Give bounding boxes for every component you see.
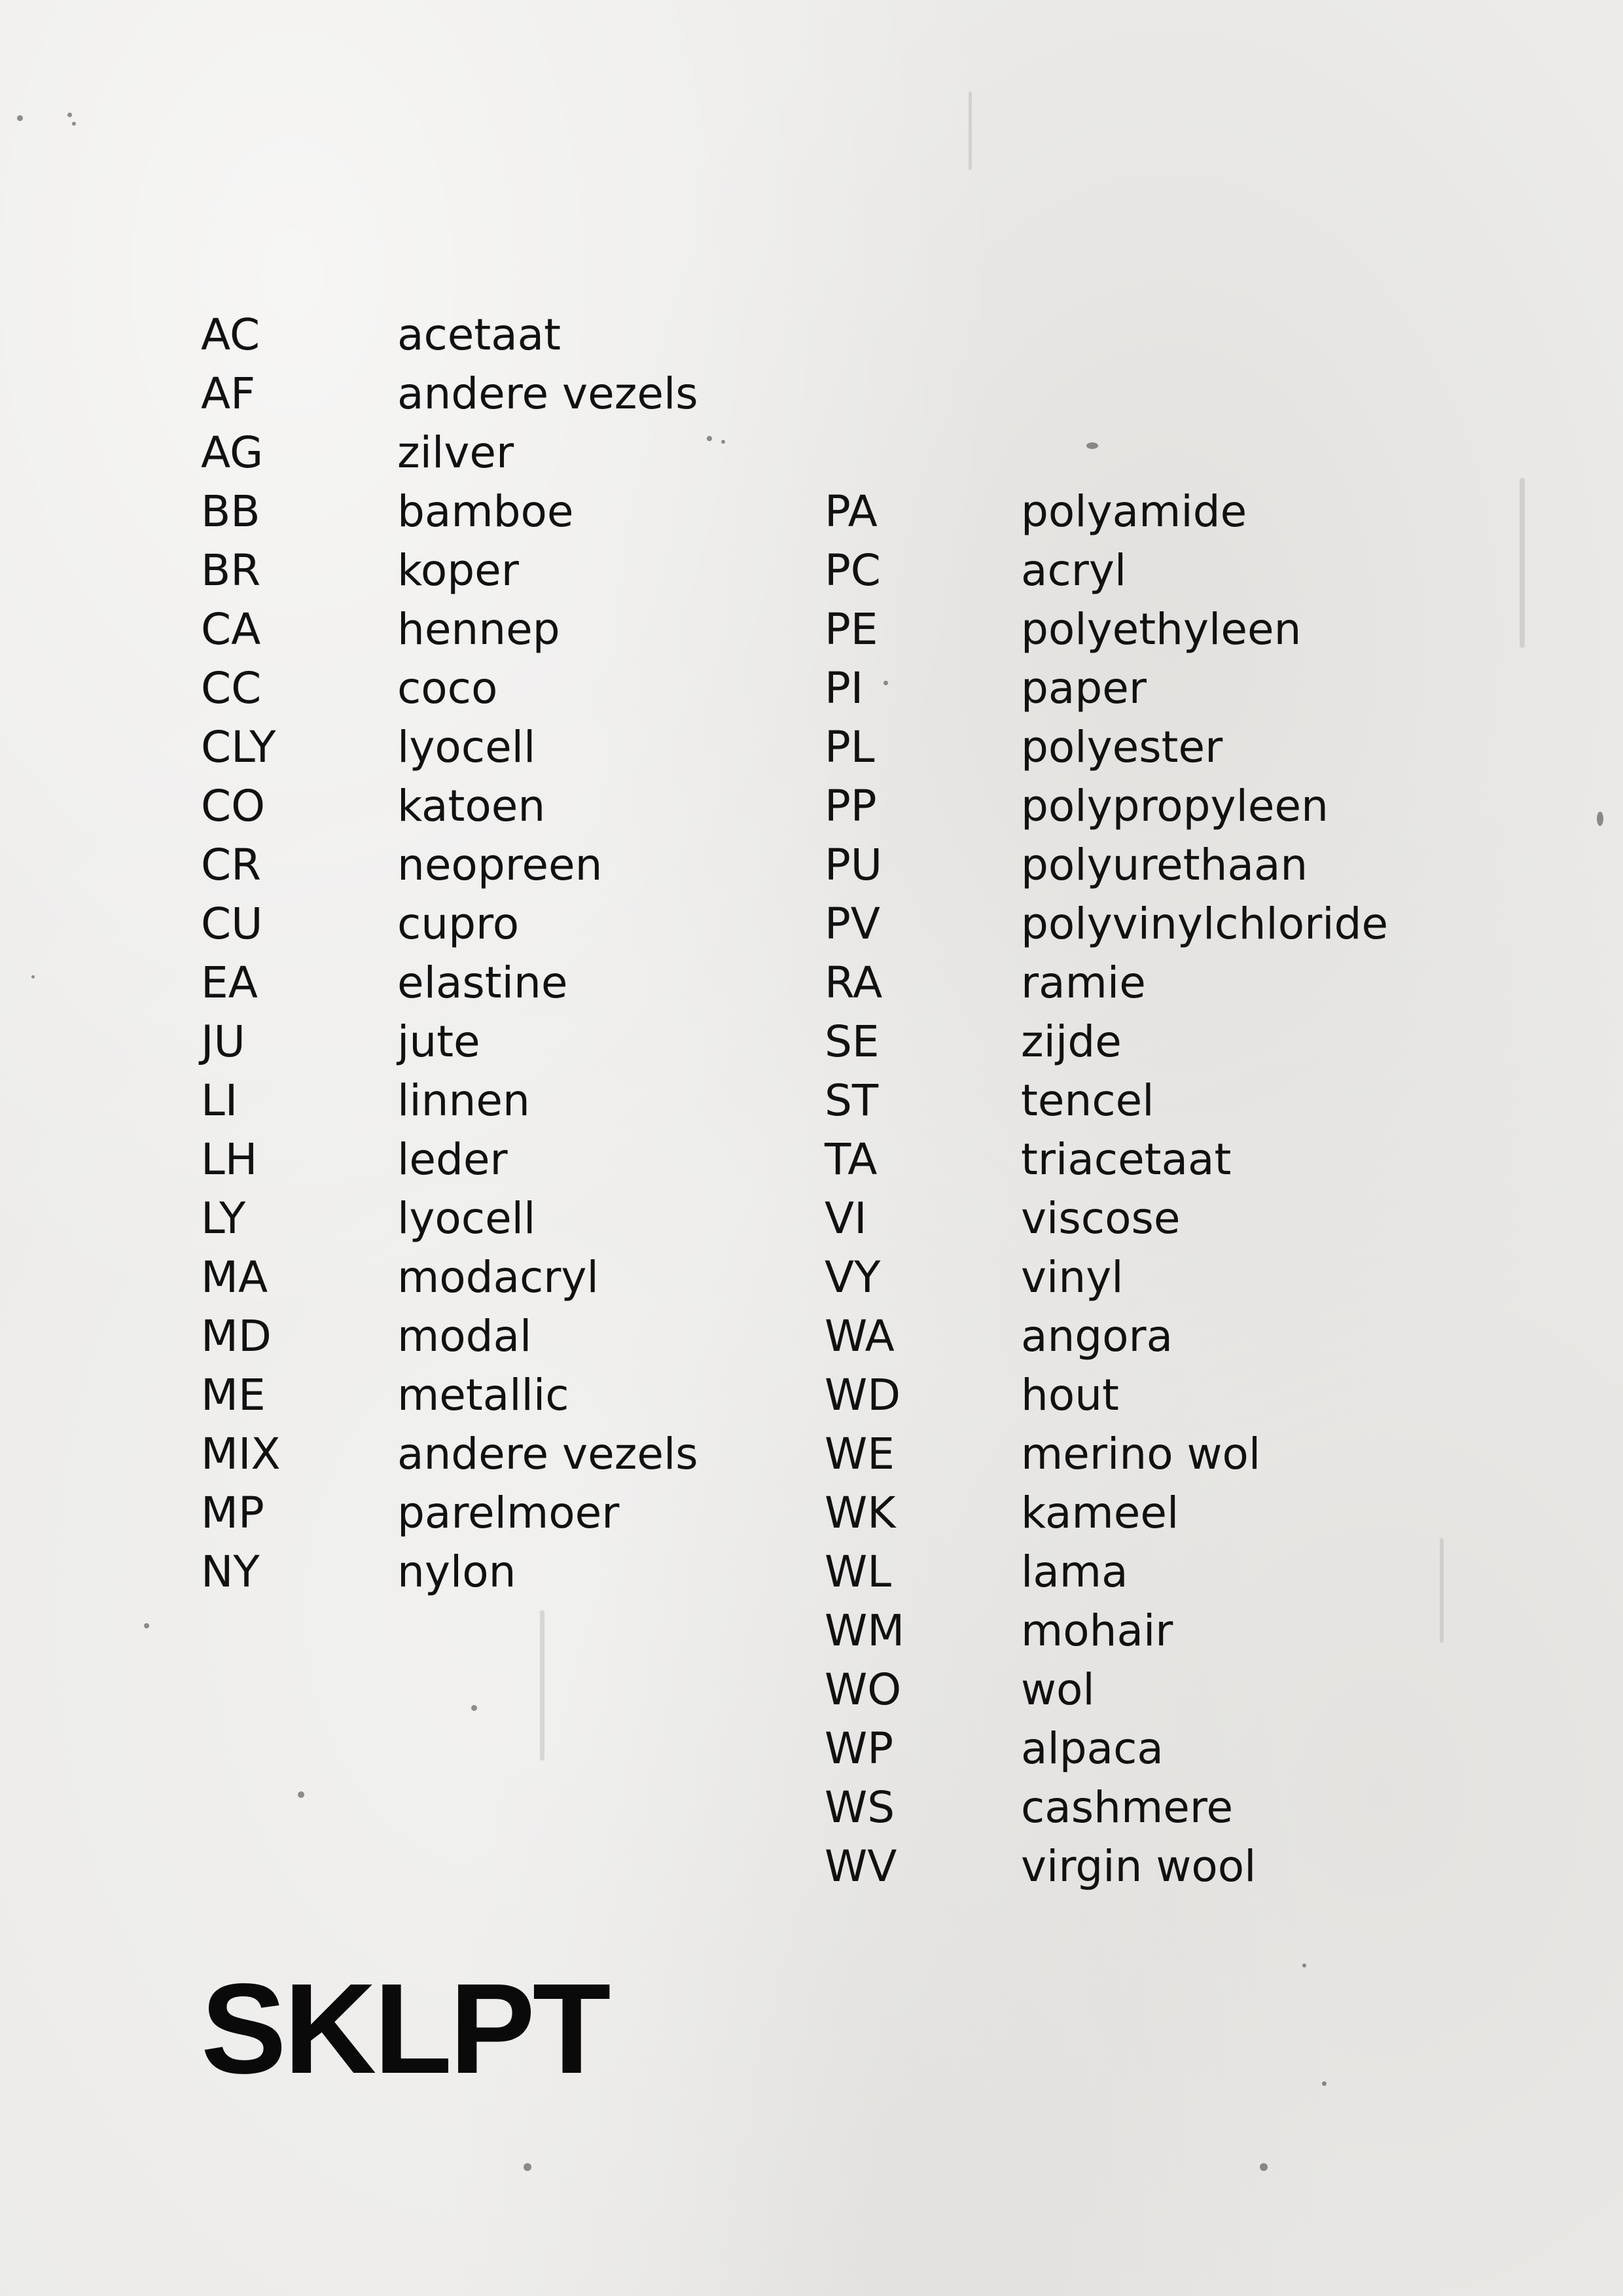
fiber-code: PA	[825, 486, 878, 537]
fiber-code: TA	[825, 1134, 878, 1185]
fiber-name: modal	[397, 1311, 532, 1361]
fiber-name: wol	[1021, 1664, 1095, 1715]
fiber-code: WS	[825, 1782, 895, 1833]
fiber-code: WP	[825, 1723, 894, 1774]
fiber-name: kameel	[1021, 1488, 1179, 1538]
texture-speck	[17, 115, 23, 121]
fiber-name: polyester	[1021, 722, 1223, 772]
fiber-name: neopreen	[397, 840, 603, 890]
texture-speck	[1086, 442, 1098, 449]
fiber-name: koper	[397, 545, 519, 596]
fiber-name: andere vezels	[397, 368, 698, 419]
fiber-name: angora	[1021, 1311, 1173, 1361]
fiber-code: LI	[201, 1075, 238, 1126]
texture-speck	[1322, 2081, 1327, 2086]
fiber-code: SE	[825, 1016, 880, 1067]
texture-scratch	[540, 1610, 544, 1761]
fiber-code: ST	[825, 1075, 879, 1126]
fiber-name: merino wol	[1021, 1429, 1261, 1479]
fiber-name: andere vezels	[397, 1429, 698, 1479]
fiber-name: nylon	[397, 1547, 516, 1597]
fiber-code: PU	[825, 840, 883, 890]
fiber-code: NY	[201, 1547, 260, 1597]
fiber-name: vinyl	[1021, 1252, 1124, 1302]
texture-speck	[144, 1623, 149, 1628]
fiber-code: CO	[201, 781, 266, 831]
fiber-code: MP	[201, 1488, 264, 1538]
fiber-name: polyvinylchloride	[1021, 899, 1389, 949]
texture-speck	[72, 122, 76, 126]
fiber-name: triacetaat	[1021, 1134, 1232, 1185]
texture-speck	[31, 975, 35, 978]
texture-speck	[298, 1791, 304, 1798]
fiber-name: modacryl	[397, 1252, 599, 1302]
fiber-code: WO	[825, 1664, 902, 1715]
fiber-code: BB	[201, 486, 260, 537]
fiber-code: BR	[201, 545, 261, 596]
fiber-code: WD	[825, 1370, 901, 1420]
fiber-code: PP	[825, 781, 877, 831]
fiber-name: acryl	[1021, 545, 1127, 596]
fiber-code: JU	[201, 1016, 245, 1067]
fiber-code: AG	[201, 427, 264, 478]
fiber-code: MD	[201, 1311, 272, 1361]
fiber-name: linnen	[397, 1075, 530, 1126]
fiber-name: lyocell	[397, 722, 536, 772]
fiber-name: lama	[1021, 1547, 1128, 1597]
texture-scratch	[1520, 478, 1525, 648]
fiber-name: parelmoer	[397, 1488, 620, 1538]
fiber-code: WV	[825, 1841, 897, 1892]
fiber-name: polyethyleen	[1021, 604, 1302, 655]
fiber-code: MA	[201, 1252, 268, 1302]
fiber-code: CLY	[201, 722, 276, 772]
texture-speck	[883, 681, 888, 685]
texture-speck	[524, 2163, 531, 2171]
fiber-name: cupro	[397, 899, 520, 949]
fiber-code: PV	[825, 899, 880, 949]
fiber-name: cashmere	[1021, 1782, 1234, 1833]
fiber-name: zilver	[397, 427, 514, 478]
texture-speck	[1302, 1964, 1306, 1967]
fiber-code: AF	[201, 368, 256, 419]
fiber-name: alpaca	[1021, 1723, 1164, 1774]
fiber-code: EA	[201, 958, 258, 1008]
fiber-name: zijde	[1021, 1016, 1122, 1067]
fiber-name: jute	[397, 1016, 480, 1067]
fiber-code: CU	[201, 899, 263, 949]
fiber-code: CC	[201, 663, 262, 713]
fiber-code: CR	[201, 840, 261, 890]
fiber-code: WK	[825, 1488, 896, 1538]
fiber-name: virgin wool	[1021, 1841, 1257, 1892]
fiber-code: WA	[825, 1311, 895, 1361]
fiber-name: elastine	[397, 958, 568, 1008]
fiber-name: tencel	[1021, 1075, 1154, 1126]
fiber-name: katoen	[397, 781, 546, 831]
fiber-code: LY	[201, 1193, 246, 1244]
fiber-code: RA	[825, 958, 883, 1008]
fiber-name: polypropyleen	[1021, 781, 1329, 831]
fiber-code: LH	[201, 1134, 258, 1185]
texture-scratch	[1440, 1538, 1444, 1643]
fiber-code: AC	[201, 310, 260, 360]
texture-speck	[471, 1705, 477, 1711]
texture-speck	[1597, 812, 1603, 826]
brand-logo: SKLPT	[201, 1957, 609, 2100]
fiber-code: CA	[201, 604, 261, 655]
fiber-code: PC	[825, 545, 881, 596]
fiber-name: lyocell	[397, 1193, 536, 1244]
texture-speck	[707, 436, 712, 441]
fiber-code: WL	[825, 1547, 892, 1597]
fiber-name: mohair	[1021, 1605, 1173, 1656]
fiber-name: hennep	[397, 604, 560, 655]
fiber-name: paper	[1021, 663, 1147, 713]
fiber-code: VY	[825, 1252, 881, 1302]
fiber-name: polyurethaan	[1021, 840, 1308, 890]
texture-speck	[721, 440, 725, 444]
fiber-code: ME	[201, 1370, 266, 1420]
fiber-code: PE	[825, 604, 878, 655]
fiber-name: metallic	[397, 1370, 569, 1420]
fiber-code: MIX	[201, 1429, 281, 1479]
fiber-code: VI	[825, 1193, 867, 1244]
fiber-code: WE	[825, 1429, 895, 1479]
texture-scratch	[969, 92, 972, 170]
fiber-name: hout	[1021, 1370, 1119, 1420]
texture-speck	[1260, 2163, 1268, 2171]
fiber-name: coco	[397, 663, 498, 713]
fiber-name: acetaat	[397, 310, 561, 360]
fiber-code: WM	[825, 1605, 905, 1656]
fiber-code: PL	[825, 722, 875, 772]
fiber-code: PI	[825, 663, 864, 713]
fiber-name: bamboe	[397, 486, 574, 537]
fiber-name: viscose	[1021, 1193, 1181, 1244]
texture-speck	[67, 113, 72, 117]
fiber-name: ramie	[1021, 958, 1146, 1008]
fiber-name: leder	[397, 1134, 508, 1185]
fiber-name: polyamide	[1021, 486, 1247, 537]
